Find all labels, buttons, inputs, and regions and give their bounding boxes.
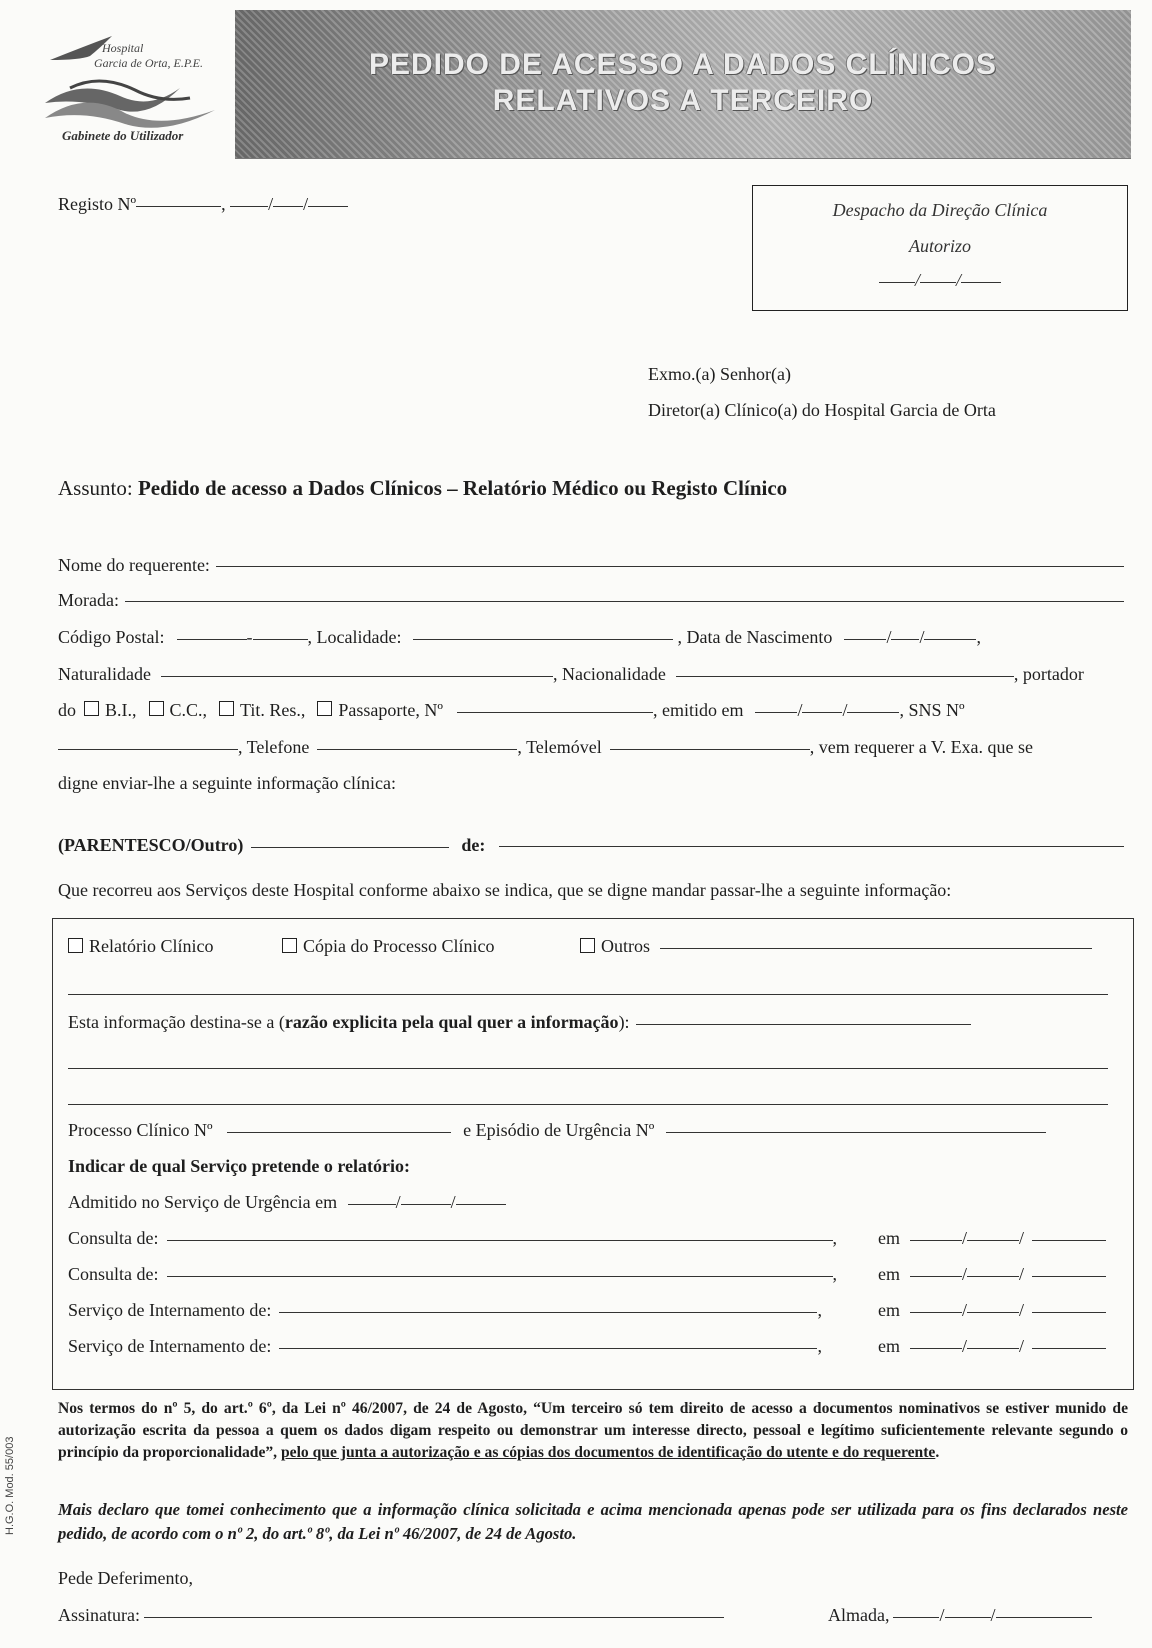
de-label: de:	[461, 835, 486, 855]
passaporte-checkbox[interactable]	[317, 701, 332, 716]
despacho-autorizo: Autorizo	[908, 236, 971, 256]
nacionalidade-label: , Nacionalidade	[552, 664, 666, 684]
title-line-2: RELATIVOS A TERCEIRO	[492, 84, 874, 117]
relatorio-label: Relatório Clínico	[89, 936, 214, 956]
despacho-title: Despacho da Direção Clínica	[832, 200, 1048, 220]
consulta-row-1[interactable]: Consulta de: ,	[68, 1228, 837, 1248]
destina-suffix: ):	[618, 1012, 630, 1032]
destina-bold: razão explicita pela qual quer a informação	[284, 1012, 619, 1032]
title-line-1: PEDIDO DE ACESSO A DADOS CLÍNICOS	[368, 48, 998, 81]
admitido-label: Admitido no Serviço de Urgência em	[68, 1192, 338, 1212]
assunto-label: Assunto:	[58, 476, 133, 500]
legal-text-1: Nos termos do nº 5, do art.º 6º, da Lei nº 46/2007, de 24 de Agosto, “Um terceiro só tem direito de acesso a documentos nominativos se estiver munido de autorização escrita da pessoa a quem os dados digam respeito ou demonstrar um interesse directo, pessoal e legítimo suficientemente relevante segundo o princípio da proporcionalidade”,	[58, 1400, 1128, 1461]
outros-option[interactable]	[580, 936, 1092, 957]
destina-line-3[interactable]	[68, 1104, 1108, 1105]
internamento-date-2[interactable]: em / /	[878, 1336, 1106, 1357]
morada-label: Morada:	[58, 590, 119, 610]
sns-label: , SNS Nº	[899, 700, 965, 720]
em-label: em	[878, 1228, 900, 1248]
internamento-label-1: Serviço de Internamento de:	[68, 1300, 272, 1320]
assunto-text: Pedido de acesso a Dados Clínicos – Relatório Médico ou Registo Clínico	[137, 476, 788, 500]
assinatura-label: Assinatura:	[58, 1605, 140, 1625]
assunto	[58, 476, 787, 501]
registo-comma: ,	[221, 194, 226, 214]
legal-text-underlined: pelo que junta a autorização e as cópias dos documentos de identificação do utente e do requerente	[280, 1444, 936, 1461]
nome-label: Nome do requerente:	[58, 555, 210, 575]
recorreu-text: Que recorreu aos Serviços deste Hospital conforme abaixo se indica, que se digne mandar passar-lhe a seguinte informação:	[58, 880, 952, 900]
morada-row[interactable]	[58, 590, 1130, 611]
vem-requerer-text: , vem requerer a V. Exa. que se	[809, 737, 1034, 757]
despacho-date[interactable]: / /	[753, 270, 1127, 291]
episodio-label: e Episódio de Urgência Nº	[463, 1120, 655, 1140]
internamento-date-1[interactable]: em / /	[878, 1300, 1106, 1321]
cc-label: C.C.,	[169, 700, 208, 720]
parentesco-label: (PARENTESCO/Outro)	[58, 835, 244, 855]
codigo-postal-label: Código Postal:	[58, 627, 165, 647]
parentesco-row[interactable]	[58, 835, 1130, 856]
consulta-date-1[interactable]: em / /	[878, 1228, 1106, 1249]
copia-label: Cópia do Processo Clínico	[303, 936, 495, 956]
destina-row[interactable]	[68, 1012, 971, 1033]
telemovel-label: , Telemóvel	[517, 737, 602, 757]
registo-slash-1: /	[268, 194, 274, 214]
codigo-postal-row[interactable]: Código Postal: - , Localidade: , Data de Nascimento / / ,	[58, 627, 981, 647]
address-line-1: Exmo.(a) Senhor(a)	[648, 364, 791, 384]
em-label: em	[878, 1300, 900, 1320]
consulta-row-2[interactable]: Consulta de: ,	[68, 1264, 837, 1284]
consulta-label-2: Consulta de:	[68, 1264, 159, 1284]
cc-checkbox[interactable]	[149, 701, 164, 716]
passaporte-label: Passaporte, Nº	[338, 700, 443, 720]
destina-line-2[interactable]	[68, 1068, 1108, 1069]
hospital-name-line1: Hospital	[102, 41, 144, 55]
telefone-label: , Telefone	[238, 737, 310, 757]
assinatura-row[interactable]	[58, 1605, 724, 1626]
registo-slash-2: /	[303, 194, 309, 214]
data-nascimento-label: , Data de Nascimento	[677, 627, 833, 647]
bi-checkbox[interactable]	[84, 701, 99, 716]
pede-deferimento: Pede Deferimento,	[58, 1568, 193, 1588]
registo-label: Registo Nº	[58, 194, 137, 214]
outros-label: Outros	[601, 936, 650, 956]
tit-res-checkbox[interactable]	[219, 701, 234, 716]
consulta-label-1: Consulta de:	[68, 1228, 159, 1248]
tit-res-label: Tit. Res.,	[240, 700, 306, 720]
telefone-row[interactable]	[58, 737, 1130, 758]
do-label: do	[58, 700, 76, 720]
processo-row[interactable]	[68, 1120, 1046, 1141]
internamento-row-1[interactable]: Serviço de Internamento de: ,	[68, 1300, 822, 1320]
legal-paragraph-2: Mais declaro que tomei conhecimento que a informação clínica solicitada e acima mencionada apenas pode ser utilizada para os fins declarados neste pedido, de acordo com o nº 2, do art.º 8º, da Lei nº 46/2007, de 24 de Agosto.	[58, 1500, 1128, 1543]
legal-paragraph-1	[58, 1398, 1128, 1464]
outros-line-2[interactable]	[68, 994, 1108, 995]
indicar-servico-label: Indicar de qual Serviço pretende o relatório:	[68, 1156, 410, 1176]
outros-checkbox[interactable]	[580, 938, 595, 953]
hospital-logo	[40, 18, 230, 153]
office-name: Gabinete do Utilizador	[62, 128, 184, 143]
destina-prefix: Esta informação destina-se a (	[68, 1012, 285, 1032]
title-banner	[235, 10, 1131, 159]
digne-text: digne enviar-lhe a seguinte informação clínica:	[58, 773, 396, 793]
em-label: em	[878, 1336, 900, 1356]
naturalidade-row[interactable]	[58, 664, 1130, 685]
almada-label: Almada,	[828, 1605, 890, 1625]
portador-label: , portador	[1013, 664, 1084, 684]
form-code: H.G.O. Mod. 55/003	[4, 1436, 16, 1535]
almada-date[interactable]: Almada, / /	[828, 1605, 1092, 1626]
admitido-row[interactable]: Admitido no Serviço de Urgência em / /	[68, 1192, 506, 1213]
emitido-label: , emitido em	[652, 700, 744, 720]
em-label: em	[878, 1264, 900, 1284]
naturalidade-label: Naturalidade	[58, 664, 151, 684]
relatorio-option[interactable]	[68, 936, 213, 957]
internamento-row-2[interactable]: Serviço de Internamento de: ,	[68, 1336, 822, 1356]
relatorio-checkbox[interactable]	[68, 938, 83, 953]
legal-text-end: .	[935, 1444, 940, 1461]
documento-row[interactable]: do B.I., C.C., Tit. Res., Passaporte, Nº , emitido em / / , SNS Nº	[58, 700, 965, 720]
copia-checkbox[interactable]	[282, 938, 297, 953]
registo-field[interactable]	[58, 194, 348, 215]
processo-label: Processo Clínico Nº	[68, 1120, 213, 1140]
bi-label: B.I.,	[105, 700, 137, 720]
nome-row[interactable]	[58, 555, 1130, 576]
despacho-box	[752, 185, 1128, 311]
consulta-date-2[interactable]: em / /	[878, 1264, 1106, 1285]
address-line-2: Diretor(a) Clínico(a) do Hospital Garcia de Orta	[648, 400, 996, 420]
copia-option[interactable]	[282, 936, 495, 957]
internamento-label-2: Serviço de Internamento de:	[68, 1336, 272, 1356]
hospital-name-line2: Garcia de Orta, E.P.E.	[94, 56, 203, 70]
localidade-label: , Localidade:	[307, 627, 402, 647]
